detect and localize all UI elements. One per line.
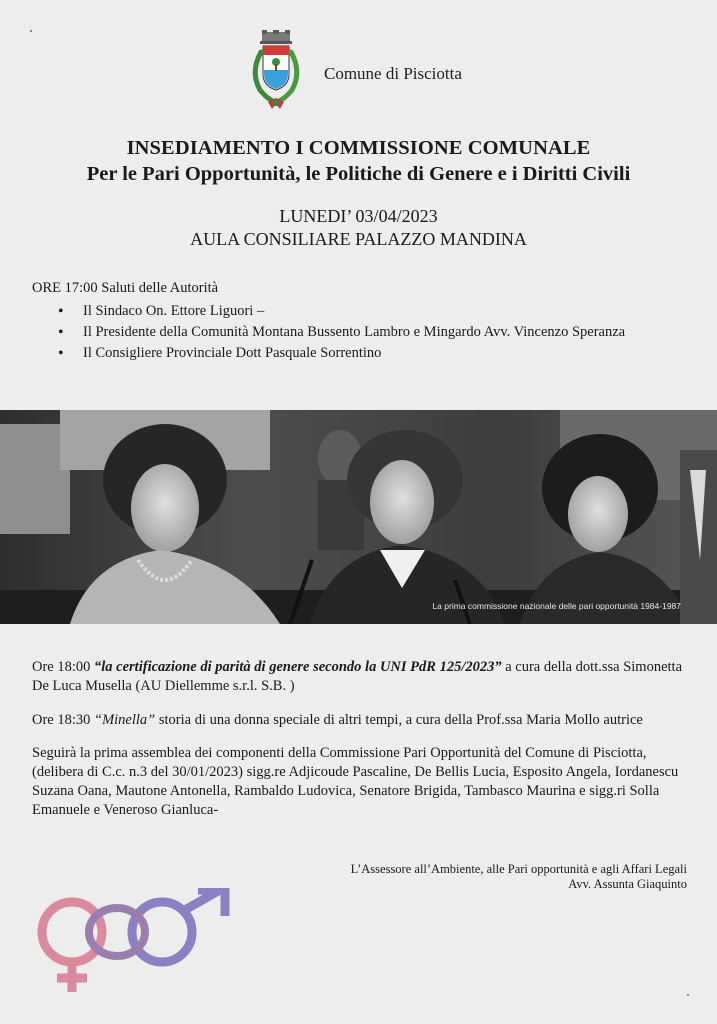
event-date: LUNEDI’ 03/04/2023 [279, 206, 438, 226]
list-item: • Il Presidente della Comunità Montana Bussento Lambro e Mingardo Avv. Vincenzo Speranza [56, 322, 625, 343]
event-title: INSEDIAMENTO I COMMISSIONE COMUNALE [126, 137, 591, 159]
corner-mark [30, 30, 32, 32]
signature-name: Avv. Assunta Giaquinto [568, 877, 687, 891]
program-talk-1 [32, 658, 692, 696]
assembly-paragraph: Seguirà la prima assemblea dei componenti della Commissione Pari Opportunità del Comune di Pisciotta, (delibera di C.c. n.3 del 30/01/2023) sigg.re Adjicoude Pascaline, De Bellis Lucia, Esposito Angela, Iordanescu Suzana Oana, Mautone Antonella, Rambaldo Ludovica, Senatore Brigida, Tambasco Maurina e sigg.ri Solla Emanuele e Veneroso Gianluca- [32, 745, 679, 818]
event-subtitle: Per le Pari Opportunità, le Politiche di Genere e i Diritti Civili [86, 163, 631, 185]
greetings-heading: ORE 17:00 Saluti delle Autorità [32, 280, 219, 296]
corner-mark [687, 994, 689, 996]
photo-caption: La prima commissione nazionale delle pari opportunità 1984-1987 [432, 601, 681, 611]
signature-role: L’Assessore all’Ambiente, alle Pari opportunità e agli Affari Legali [350, 862, 687, 876]
event-venue: AULA CONSILIARE PALAZZO MANDINA [190, 229, 527, 249]
comune-name: Comune di Pisciotta [324, 64, 462, 83]
historic-photo [0, 410, 717, 624]
gender-symbols-icon [30, 888, 240, 998]
signature-block [351, 862, 687, 892]
list-item: • Il Sindaco On. Ettore Liguori – [56, 301, 625, 322]
list-item: • Il Consigliere Provinciale Dott Pasquale Sorrentino [56, 343, 625, 364]
talk-2-details: storia di una donna speciale di altri tempi, a cura della Prof.ssa Maria Mollo autrice [155, 712, 643, 728]
talk-1-details: a cura della dott.ssa Simonetta De Luca Musella (AU Diellemme s.r.l. S.B. ) [32, 659, 683, 694]
greetings-list [56, 301, 625, 364]
talk-1-title: “la certificazione di parità di genere secondo la UNI PdR 125/2023” [94, 659, 502, 675]
talk-2-title: “Minella” [94, 712, 156, 728]
talk-1-time: Ore 18:00 [32, 659, 91, 675]
talk-2-time: Ore 18:30 [32, 712, 91, 728]
municipal-crest-icon [246, 30, 306, 112]
program-talk-2 [32, 711, 692, 730]
